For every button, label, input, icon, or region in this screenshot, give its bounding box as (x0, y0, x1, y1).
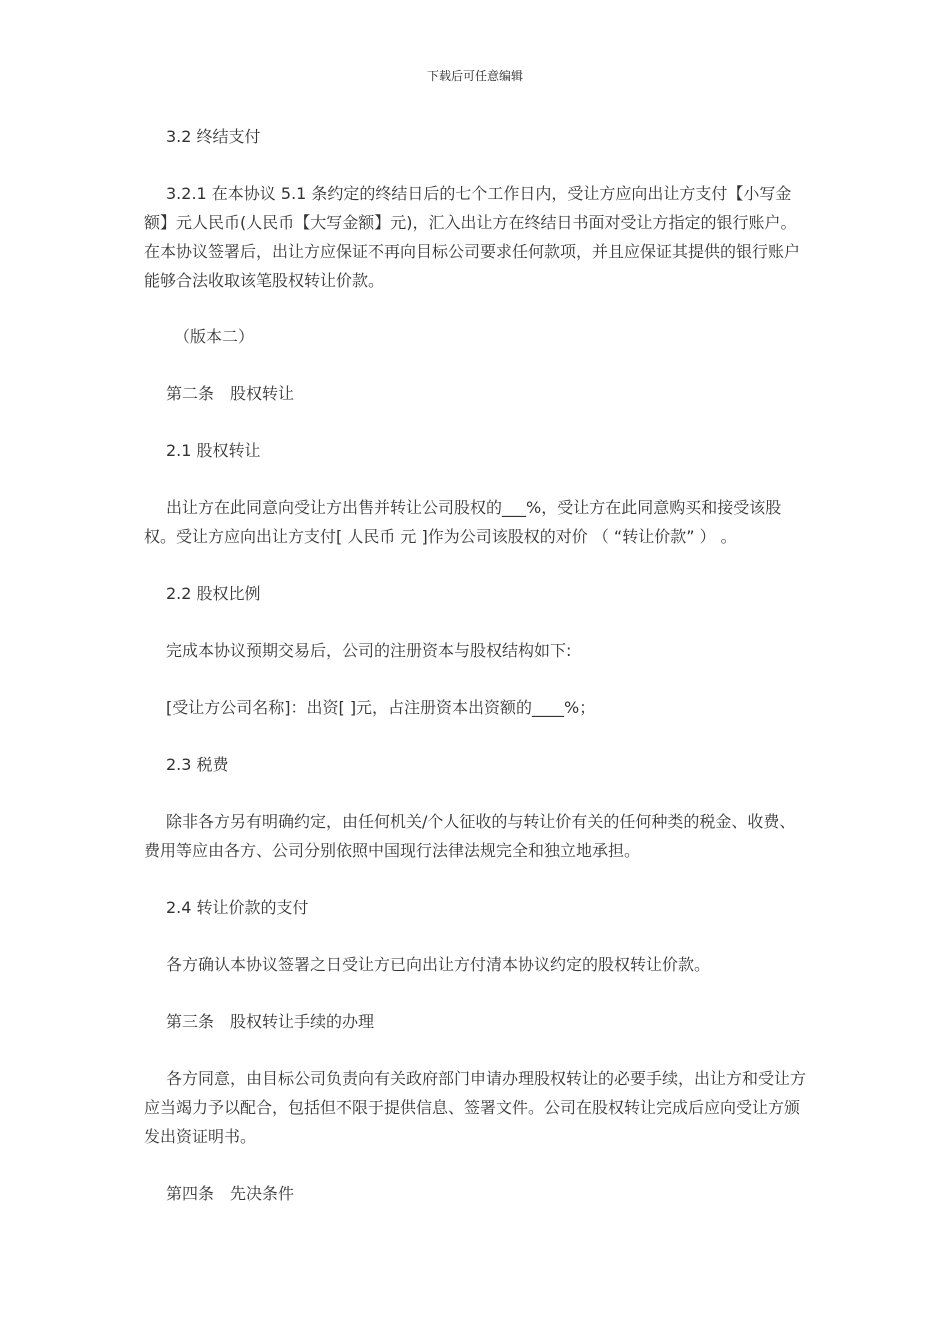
article-3-heading: 第三条 股权转让手续的办理 (166, 1012, 375, 1031)
shareholding-line: [受让方公司名称]：出资[ ]元，占注册资本出资额的____%； (166, 698, 596, 717)
article-3-text: 各方同意，由目标公司负责向有关政府部门申请办理股权转让的必要手续，出让方和受让方应当竭力予以配合，包括但不限于提供信息、签署文件。公司在股权转让完成后应向受让方颁发出资证明书。 (144, 1069, 807, 1146)
section-heading-2-2: 2.2 股权比例 (166, 584, 261, 603)
article-4-heading: 第四条 先决条件 (166, 1184, 295, 1203)
clause-3-2-1: 3.2.1 在本协议 5.1 条约定的终结日后的七个工作日内，受让方应向出让方支付【小写金额】元人民币(人民币【大写金额】元)，汇入出让方在终结日书面对受让方指定的银行账户。在本协议签署后，出让方应保证不再向目标公司要求任何款项，并且应保证其提供的银行账户能够合法收取该笔股权转让价款。 (144, 184, 801, 290)
section-heading-2-4: 2.4 转让价款的支付 (166, 898, 309, 917)
section-heading-2-1: 2.1 股权转让 (166, 441, 261, 460)
section-heading-2-3: 2.3 税费 (166, 755, 229, 774)
clause-2-2-text: 完成本协议预期交易后，公司的注册资本与股权结构如下: (166, 641, 572, 660)
article-2-heading: 第二条 股权转让 (166, 384, 295, 403)
clause-2-4-text: 各方确认本协议签署之日受让方已向出让方付清本协议约定的股权转让价款。 (166, 955, 711, 974)
page-header: 下载后可任意编辑 (426, 69, 523, 83)
clause-2-1-text: 出让方在此同意向受让方出售并转让公司股权的___%，受让方在此同意购买和接受该股权。受让方应向出让方支付[ 人民币 元 ]作为公司该股权的对价 （ “转让价款” ） 。 (144, 498, 782, 546)
section-heading-3-2: 3.2 终结支付 (166, 127, 261, 146)
version-label: （版本二） (174, 327, 255, 346)
clause-2-3-text: 除非各方另有明确约定，由任何机关/个人征收的与转让价有关的任何种类的税金、收费、费用等应由各方、公司分别依照中国现行法律法规完全和独立地承担。 (144, 812, 796, 860)
